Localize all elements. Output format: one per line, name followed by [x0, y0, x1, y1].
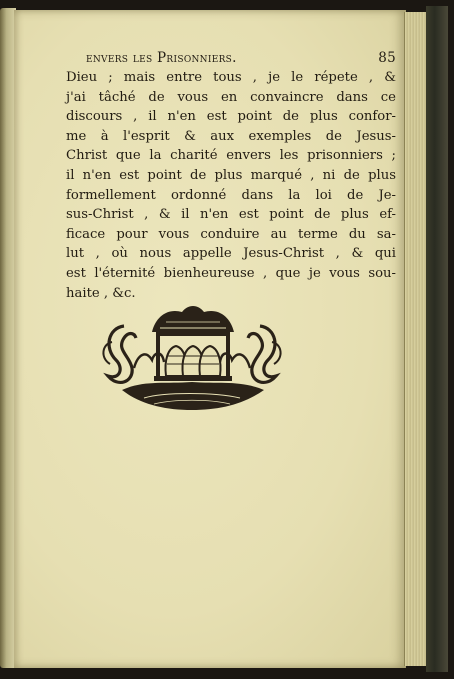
text-line: me à l'esprit & aux exemples de Jesus-: [66, 128, 396, 144]
text-line: discours , il n'en est point de plus confor-: [66, 109, 396, 125]
text-line: formellement ordonné dans la loi de Je-: [66, 187, 396, 203]
text-line: ficace pour vous conduire au terme du sa-: [66, 226, 396, 242]
text-line: est l'éternité bienheureuse , que je vous sou-: [66, 265, 396, 281]
running-header: [86, 50, 396, 66]
page-number: 85: [378, 50, 396, 66]
beehive-vignette-icon: [94, 298, 290, 416]
book-cover-edge: [426, 6, 448, 672]
text-line: Dieu ; mais entre tous , je le répete , &: [66, 70, 396, 85]
text-line: haite , &c.: [66, 285, 136, 301]
page-stack-edge: [404, 12, 427, 666]
text-line: j'ai tâché de vous en convaincre dans ce: [66, 89, 396, 105]
body-text: [66, 68, 396, 303]
running-title: envers les Prisonniers.: [86, 50, 237, 66]
text-line: sus-Christ , & il n'en est point de plus ef-: [66, 207, 396, 223]
text-line: lut , où nous appelle Jesus-Christ , & qui: [66, 246, 396, 262]
text-line: Christ que la charité envers les prisonniers ;: [66, 148, 396, 164]
text-line: il n'en est point de plus marqué , ni de plus: [66, 167, 396, 183]
